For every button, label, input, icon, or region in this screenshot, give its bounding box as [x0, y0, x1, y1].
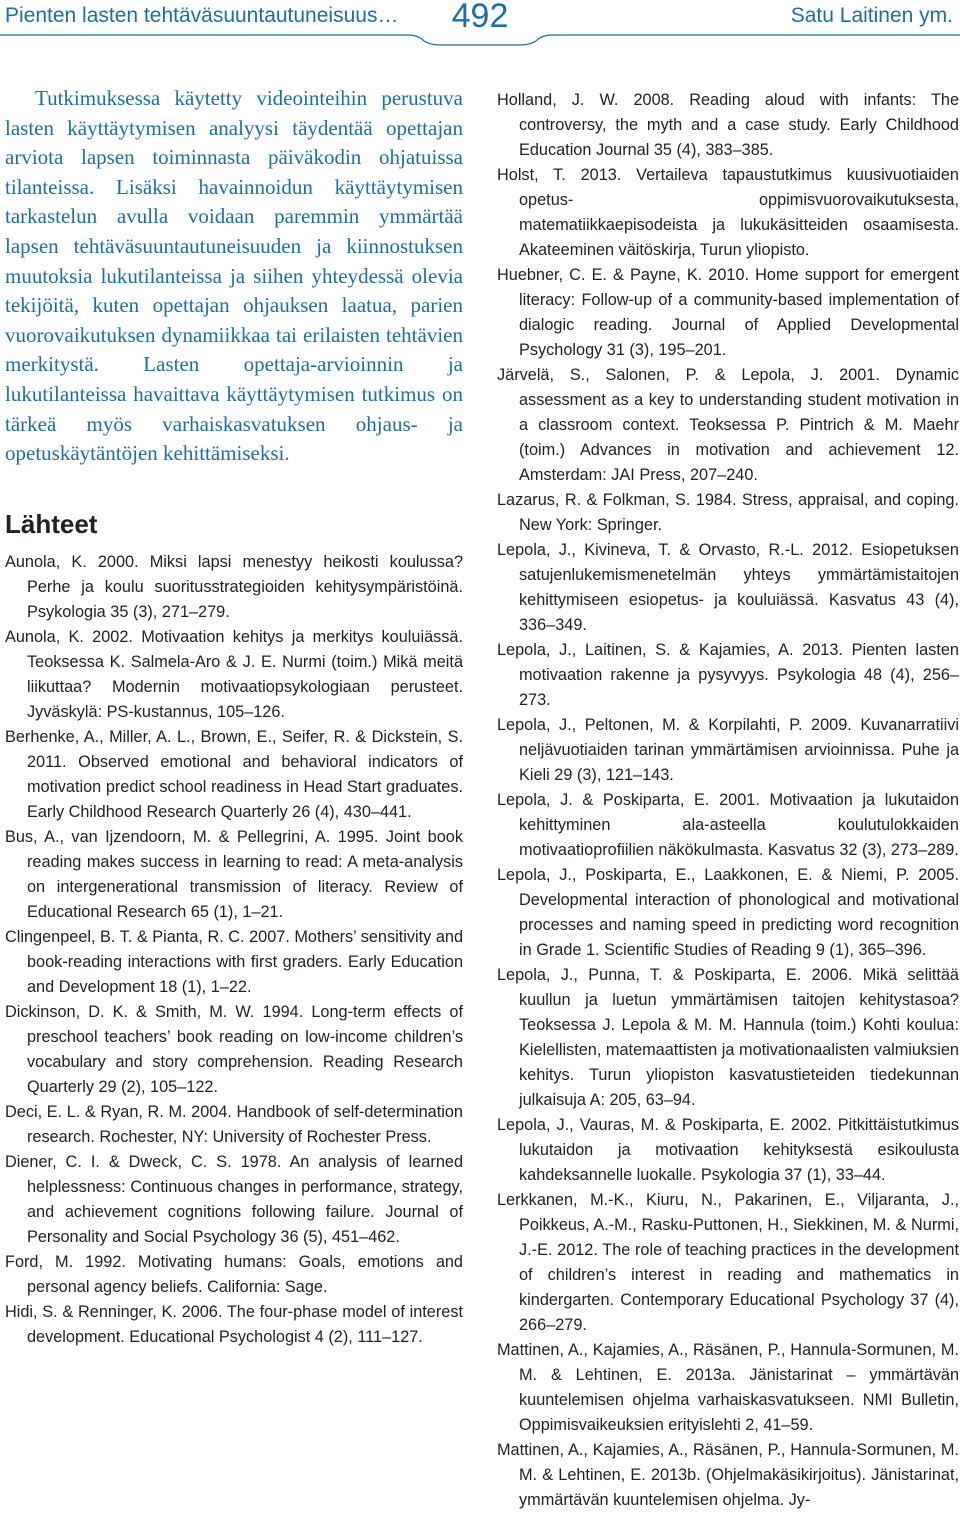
reference-item: Hidi, S. & Renninger, K. 2006. The four-phase model of interest development. Educational Psychologist 4 (2), 111–127. — [5, 1302, 463, 1346]
reference-item: Deci, E. L. & Ryan, R. M. 2004. Handbook of self-determination research. Rochester, NY: University of Rochester Press. — [5, 1102, 463, 1146]
page-header — [0, 0, 960, 46]
references-list-left — [5, 550, 463, 1350]
references-heading: Lähteet — [5, 508, 98, 539]
reference-item: Ford, M. 1992. Motivating humans: Goals, emotions and personal agency beliefs. California: Sage. — [5, 1252, 463, 1296]
reference-item: Huebner, C. E. & Payne, K. 2010. Home support for emergent literacy: Follow-up of a community-based implementation of dialogic reading. Journal of Applied Developmental Psychology 31 (3), 195–201. — [497, 266, 959, 359]
reference-item: Clingenpeel, B. T. & Pianta, R. C. 2007. Mothers’ sensitivity and book-reading interactions with first graders. Early Education and Development 18 (1), 1–22. — [5, 927, 463, 996]
page-number: 492 — [451, 0, 509, 35]
reference-item: Mattinen, A., Kajamies, A., Räsänen, P., Hannula-Sormunen, M. M. & Lehtinen, E. 2013b. (Ohjelmakäsikirjoitus). Jänistarinat, ymmärtävän kuuntelemisen ohjelma. Jy- — [497, 1441, 959, 1509]
running-title: Pienten lasten tehtäväsuuntautuneisuus… — [5, 4, 399, 27]
reference-item: Mattinen, A., Kajamies, A., Räsänen, P., Hannula-Sormunen, M. M. & Lehtinen, E. 2013a. Jänistarinat – ymmärtävän kuuntelemisen ohjelma varhaiskasvatukseen. NMI Bulletin, Oppimisvaikeuksien erityislehti 2, 41–59. — [497, 1341, 959, 1434]
reference-item: Lepola, J., Punna, T. & Poskiparta, E. 2006. Mikä selittää kuullun ja luetun ymmärtämisen taitojen kehitystasoa? Teoksessa J. Lepola & M. M. Hannula (toim.) Kohti koulua: Kielellisten, matemaattisten ja motivationaalisten valmiuksien kehitys. Turun yliopiston kasvatustieteiden tiedekunnan julkaisuja A: 205, 63–94. — [497, 966, 959, 1109]
reference-item: Lerkkanen, M.-K., Kiuru, N., Pakarinen, E., Viljaranta, J., Poikkeus, A.-M., Rasku-Puttonen, H., Siekkinen, M. & Nurmi, J.-E. 2012. The role of teaching practices in the development of children’s interest in reading and mathematics in kindergarten. Contemporary Educational Psychology 37 (4), 266–279. — [497, 1191, 959, 1334]
body-paragraph: Tutkimuksessa käytetty videointeihin perustuva lasten käyttäytymisen analyysi täydentää opettajan arviota lapsen toiminnasta päiväkodin ohjatuissa tilanteissa. Lisäksi havainnoidun käyttäytymisen tarkastelun avulla voidaan paremmin ymmärtää lapsen tehtäväsuuntautuneisuuden ja kiinnostuksen muutoksia lukutilanteissa ja siihen yhteydessä olevia tekijöitä, kuten opettajan ohjauksen laatua, parien vuorovaikutuksen dynamiikkaa tai erilaisten tehtävien merkitystä. Lasten opettaja-arvioinnin ja lukutilanteissa havaittava käyttäytymisen tutkimus on tärkeä myös varhaiskasvatuksen ohjaus- ja opetuskäytäntöjen kehittämiseksi. — [5, 86, 463, 466]
references-list-right — [497, 88, 959, 1513]
right-column — [497, 88, 959, 1513]
reference-item: Diener, C. I. & Dweck, C. S. 1978. An analysis of learned helplessness: Continuous changes in performance, strategy, and achievement cognitions following failure. Journal of Personality and Social Psychology 36 (5), 451–462. — [5, 1152, 463, 1246]
reference-item: Aunola, K. 2000. Miksi lapsi menestyy heikosti koulussa? Perhe ja koulu suoritusstrategioiden kehitysympäristöinä. Psykologia 35 (3), 271–279. — [5, 552, 463, 621]
left-column — [5, 84, 463, 1350]
reference-item: Lepola, J., Vauras, M. & Poskiparta, E. 2002. Pitkittäistutkimus lukutaidon ja motivaation kehityksestä esikoulusta kahdeksannelle luokalle. Psykologia 37 (1), 33–44. — [497, 1116, 959, 1184]
reference-item: Berhenke, A., Miller, A. L., Brown, E., Seifer, R. & Dickstein, S. 2011. Observed emotional and behavioral indicators of motivation predict school readiness in Head Start graduates. Early Childhood Research Quarterly 26 (4), 430–441. — [5, 727, 463, 821]
reference-item: Lepola, J., Poskiparta, E., Laakkonen, E. & Niemi, P. 2005. Developmental interaction of phonological and motivational processes and naming speed in predicting word recognition in Grade 1. Scientific Studies of Reading 9 (1), 365–396. — [497, 866, 959, 959]
reference-item: Järvelä, S., Salonen, P. & Lepola, J. 2001. Dynamic assessment as a key to understanding student motivation in a classroom context. Teoksessa P. Pintrich & M. Maehr (toim.) Advances in motivation and achievement 12. Amsterdam: JAI Press, 207–240. — [497, 366, 959, 484]
reference-item: Holst, T. 2013. Vertaileva tapaustutkimus kuusivuotiaiden opetus- oppimisvuorovaikutuksesta, matematiikkaepisodeista ja lukukäsitteiden osaamisesta. Akateeminen väitöskirja, Turun yliopisto. — [497, 166, 959, 259]
reference-item: Lepola, J., Peltonen, M. & Korpilahti, P. 2009. Kuvanarratiivi neljävuotiaiden tarinan ymmärtämisen arvioinnissa. Puhe ja Kieli 29 (3), 121–143. — [497, 716, 959, 784]
reference-item: Aunola, K. 2002. Motivaation kehitys ja merkitys kouluiässä. Teoksessa K. Salmela-Aro & J. E. Nurmi (toim.) Mikä meitä liikuttaa? Modernin motivaatiopsykologiaan perusteet. Jyväskylä: PS-kustannus, 105–126. — [5, 627, 463, 721]
reference-item: Lepola, J., Laitinen, S. & Kajamies, A. 2013. Pienten lasten motivaation rakenne ja pysyvyys. Psykologia 48 (4), 256–273. — [497, 641, 959, 709]
reference-item: Lepola, J., Kivineva, T. & Orvasto, R.-L. 2012. Esiopetuksen satujenlukemismenetelmän yhteys ymmärtämistaitojen kehittymiseen esiopetus- ja kouluiässä. Kasvatus 43 (4), 336–349. — [497, 541, 959, 634]
reference-item: Holland, J. W. 2008. Reading aloud with infants: The controversy, the myth and a case study. Early Childhood Education Journal 35 (4), 383–385. — [497, 91, 959, 159]
running-authors: Satu Laitinen ym. — [790, 4, 953, 27]
reference-item: Lepola, J. & Poskiparta, E. 2001. Motivaation ja lukutaidon kehittyminen ala-asteella koulutulokkaiden motivaatioprofiilien näkökulmasta. Kasvatus 32 (3), 273–289. — [497, 791, 959, 859]
reference-item: Lazarus, R. & Folkman, S. 1984. Stress, appraisal, and coping. New York: Springer. — [497, 491, 959, 534]
reference-item: Bus, A., van Ijzendoorn, M. & Pellegrini, A. 1995. Joint book reading makes success in learning to read: A meta-analysis on intergenerational transmission of literacy. Review of Educational Research 65 (1), 1–21. — [5, 827, 463, 921]
reference-item: Dickinson, D. K. & Smith, M. W. 1994. Long-term effects of preschool teachers’ book reading on low-income children’s vocabulary and story comprehension. Reading Research Quarterly 29 (2), 105–122. — [5, 1002, 463, 1096]
